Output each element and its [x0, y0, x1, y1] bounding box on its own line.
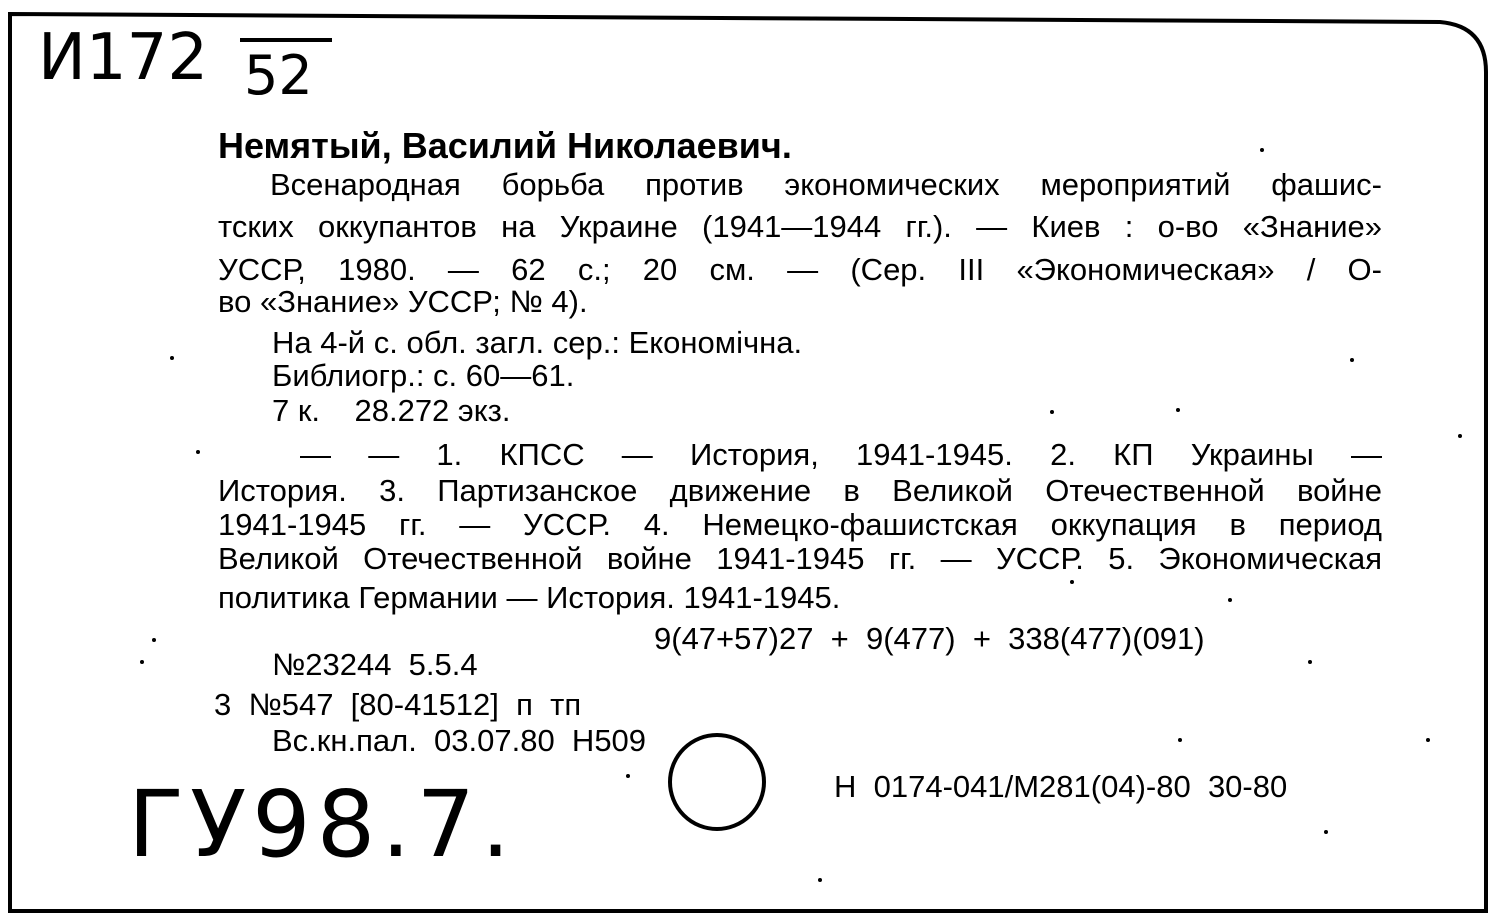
- call-number: И172: [38, 21, 209, 95]
- registration-line: 3 №547 [80-41512] п тп: [214, 687, 582, 722]
- call-number-sub: 52: [244, 44, 313, 107]
- title-line-2: тских оккупантов на Украине (1941—1944 гг.). — Киев : о-во «Знание»: [218, 209, 1382, 244]
- note-price: 7 к. 28.272 экз.: [272, 393, 511, 428]
- note-bibliography: Библиогр.: с. 60—61.: [272, 358, 575, 393]
- call-number-divider: [240, 38, 332, 42]
- chamber-line: Вс.кн.пал. 03.07.80 Н509: [272, 723, 647, 758]
- title-line-4: во «Знание» УССР; № 4).: [218, 284, 588, 319]
- shelf-mark: ГУ98.7.: [128, 771, 517, 878]
- punch-hole: [670, 735, 764, 829]
- author-heading: Немятый, Василий Николаевич.: [218, 125, 792, 166]
- order-number: №23244 5.5.4: [272, 647, 478, 682]
- subjects-line-1: — — 1. КПСС — История, 1941-1945. 2. КП Украины —: [300, 437, 1382, 472]
- title-line-1: Всенародная борьба против экономических мероприятий фашис-: [270, 167, 1382, 202]
- note-series: На 4-й с. обл. загл. сер.: Економічна.: [272, 325, 803, 360]
- subjects-line-5: политика Германии — История. 1941-1945.: [218, 580, 841, 615]
- subjects-line-4: Великой Отечественной войне 1941-1945 гг. — УССР. 5. Экономическая: [218, 541, 1382, 576]
- index-code: Н 0174-041/М281(04)-80 30-80: [834, 769, 1288, 804]
- subjects-line-3: 1941-1945 гг. — УССР. 4. Немецко-фашистская оккупация в период: [218, 507, 1382, 542]
- classification-index: 9(47+57)27 + 9(477) + 338(477)(091): [654, 621, 1205, 656]
- subjects-line-2: История. 3. Партизанское движение в Великой Отечественной войне: [218, 473, 1382, 508]
- title-line-3: УССР, 1980. — 62 с.; 20 см. — (Сер. III «Экономическая» / О-: [218, 252, 1382, 287]
